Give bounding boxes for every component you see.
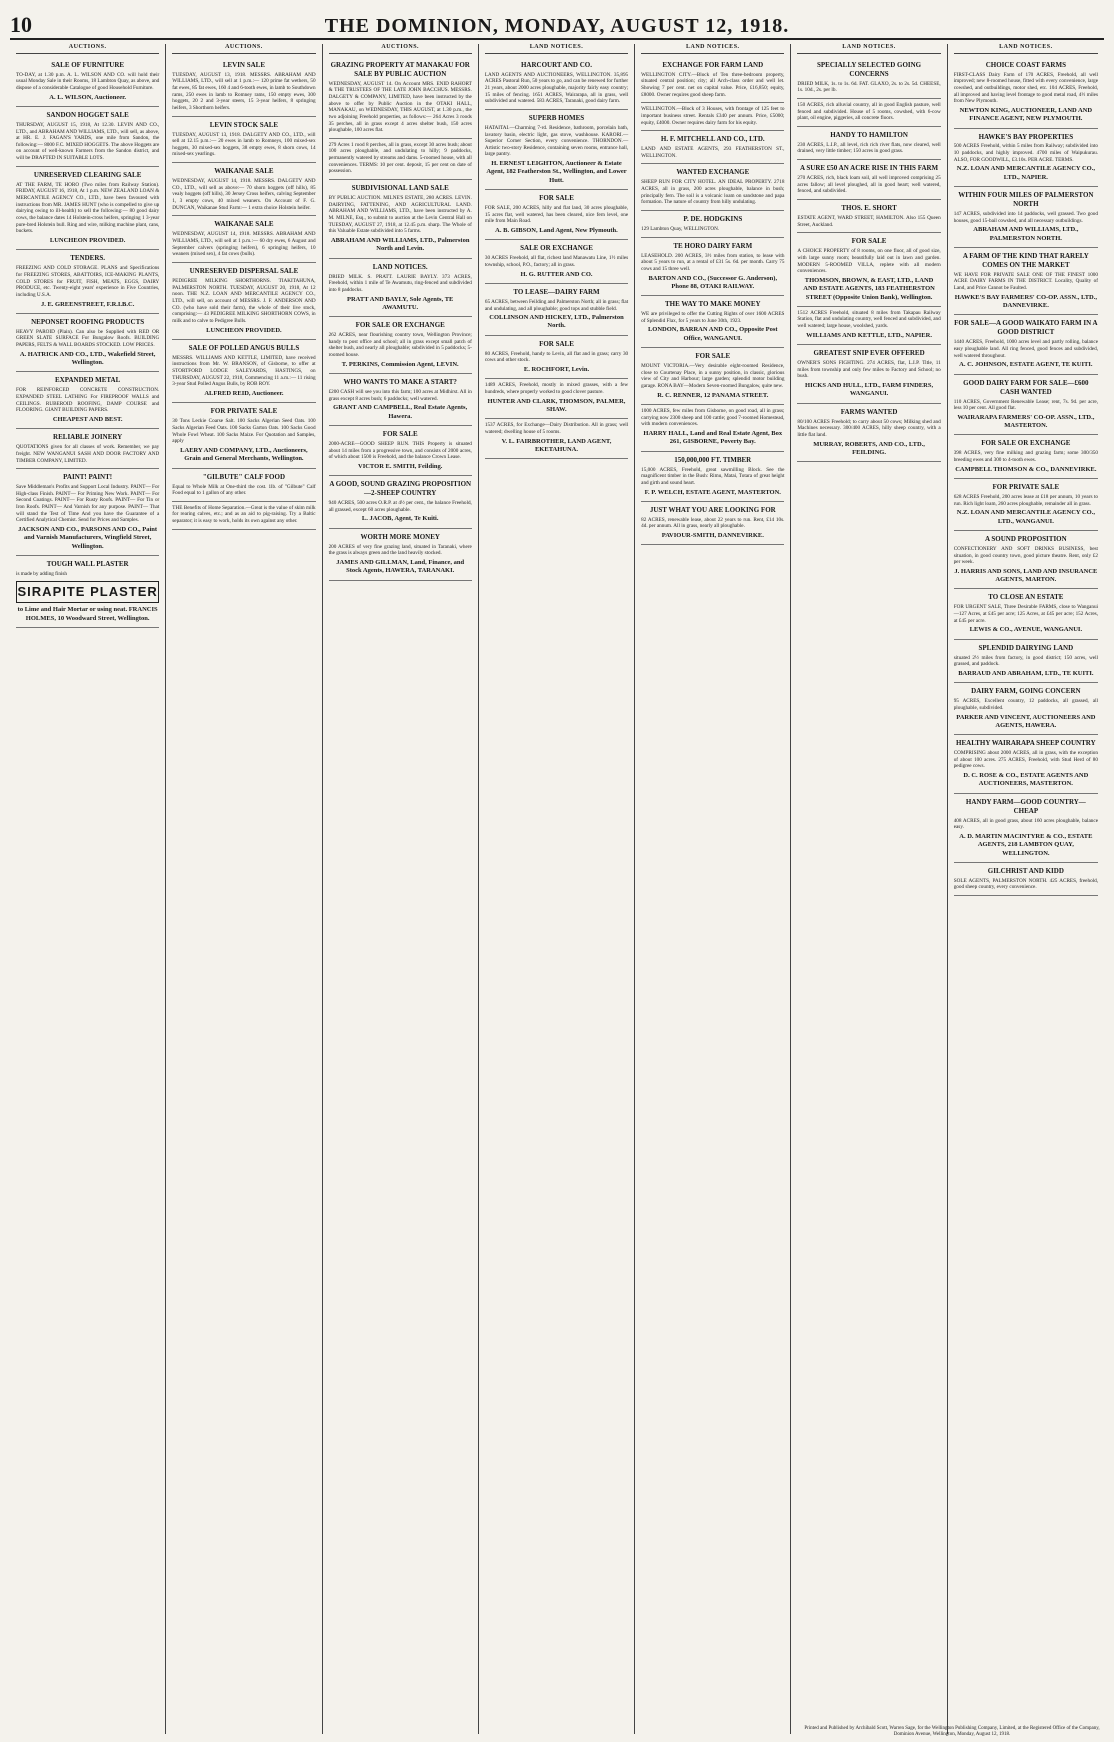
ad-signature: GRANT AND CAMPBELL, Real Estate Agents, Hawera.	[333, 404, 468, 420]
ad-signature: HARRY HALL, Land and Real Estate Agent, Box 261, GISBORNE, Poverty Bay.	[643, 429, 783, 446]
ad-title: A FARM OF THE KIND THAT RARELY COMES ON THE MARKET	[962, 251, 1089, 269]
column-heading: LAND NOTICES.	[797, 44, 940, 54]
advertisement	[954, 794, 1098, 863]
ad-body: WELLINGTON CITY.—Block of Ten three-bedroom property, situated central position; city; all Arch-class order and well let. Showing 7 per cent. net on capital value. Price, £16,850; equity, £8000. Owner requires good sheep farm.	[641, 71, 785, 98]
ad-body: WEDNESDAY, AUGUST 14, 1918. MESSRS. ABRAHAM AND WILLIAMS, LTD., will sell at 1 p.m.:— 60 dry ewes, 6 August and September calvers (springing heifers), 6 springing heifers, 10 weaners (mixed sex), 4 fat cows (bulls).	[172, 231, 316, 258]
ad-body: TUESDAY, AUGUST 13, 1918. MESSRS. ABRAHAM AND WILLIAMS, LTD., will sell at 1 p.m.:— 120 prime fat wethers, 50 fat ewes, 85 fat ewes, 160 4 and 6-tooth ewes, in lamb to Southdown rams, 250 ewes in lamb to Romney rams, 150 empty ewes, 300 hoggets, 20 2 and 3-year steers, 15 3-year heifers, 8 springing heifers, 3 Shorthorn heifers.	[172, 71, 316, 111]
ad-title: TOUGH WALL PLASTER	[46, 560, 129, 569]
ad-title: CHOICE COAST FARMS	[985, 60, 1066, 69]
ad-body: THE Benefits of Home Separation.—Great is the value of skim milk for rearing calves, etc.; and as an aid to pig-raising. Try a Baltic separator; it is easy to work, holds its own against any other.	[172, 504, 316, 525]
advertisement	[641, 405, 784, 452]
newspaper-title: THE DOMINION, MONDAY, AUGUST 12, 1918.	[324, 15, 790, 37]
advertisement	[954, 248, 1098, 316]
ad-title: LEVIN SALE	[222, 60, 266, 69]
ad-signature: N.Z. LOAN AND MERCANTILE AGENCY CO., LTD., WANGANUI.	[956, 509, 1095, 525]
ad-signature: PAVIOUR-SMITH, DANNEVIRKE.	[661, 532, 764, 540]
ad-body: CONFECTIONERY AND SOFT DRINKS BUSINESS, best situation, in good country town, good picture theatre. Rent, only £2 per week.	[953, 545, 1098, 566]
column-heading: AUCTIONS.	[16, 44, 159, 54]
ad-signature: CHEAPEST AND BEST.	[52, 415, 123, 423]
ad-body: 230 ACRES, L.I.P., all level, rich rich river flats, now cleared, well drained, very little timber; 150 acres in good grass.	[797, 141, 941, 155]
ad-body: DRIED MILK. S. PRATT. LAURIE BAYLY. 373 ACRES, Freehold, within 1 mile of Te Awamutu, ring-fenced and subdivided into 8 paddocks.	[328, 273, 472, 293]
advertisement	[172, 263, 315, 340]
ad-title: THE WAY TO MAKE MONEY	[665, 300, 761, 309]
advertisement	[954, 479, 1098, 531]
column-6	[791, 44, 947, 1734]
ad-signature: NEWTON KING, AUCTIONEER, LAND AND FINANCE AGENT, NEW PLYMOUTH.	[959, 106, 1093, 123]
ad-body: 279 Acres 1 rood 8 perches, all in grass, except 30 acres bush; about 100 acres ploughable, and undulating to hilly; 9 paddocks, permanently watered by streams and dams. 5-roomed house, with all conveniences. TERMS: 10 per cent. deposit, 15 per cent on date of possession.	[328, 141, 472, 175]
ad-signature: T. PERKINS, Commission Agent, LEVIN.	[341, 360, 459, 368]
ad-body: WEDNESDAY, AUGUST 14. On Account MRS. ENID RAHORT & THE TRUSTEES OF THE LATE JOHN BACCHUS. MESSRS. DALGETY & COMPANY, LIMITED, have been instructed by the above to offer by Public Auction in the OTAKI HALL, MANAKAU, on WEDNESDAY, THIS AUGUST, at 1.30 p.m., the two adjoining Freehold properties, as follows:— 264 Acres 3 roods 35 perches, all in grass except 4 acres shelter bush, 150 acres ploughable, 100 acres flat.	[328, 80, 472, 134]
ad-signature: LONDON, BARRAN AND CO., Opposite Post Office, WANGANUI.	[647, 326, 778, 342]
advertisement	[16, 469, 159, 556]
advertisement	[172, 403, 315, 468]
advertisement	[954, 683, 1098, 735]
ad-body: 80/100 ACRES Freehold; to carry about 50 cows; Milking shed and Machines necessary. 300/400 ACRES, hilly sheep country, with a little flat land.	[797, 418, 941, 438]
advertisement	[641, 452, 784, 502]
advertisement	[16, 107, 159, 167]
ad-title: FOR SALE—A GOOD WAIKATO FARM IN A GOOD DISTRICT	[954, 319, 1098, 337]
ad-body: 110 ACRES, Government Renewable Lease; rent, 7s. 9d. per acre, less 10 per cent. All good flat.	[953, 398, 1098, 412]
ad-title: RELIABLE JOINERY	[53, 433, 123, 442]
sirapite-logo: SIRAPITE PLASTER	[16, 581, 159, 604]
ad-body: DRIED MILK, 1s. to 1s. 6d. FAT. GLAXO, 2s. to 2s. 5d. CHEESE, 1s. 10d., 2s. per lb.	[797, 80, 941, 94]
ad-title: HANDY TO HAMILTON	[830, 130, 908, 139]
ad-signature: J. HARRIS AND SONS, LAND AND INSURANCE AGENTS, MARTON.	[954, 567, 1098, 584]
ad-signature: VICTOR E. SMITH, Feilding.	[358, 462, 443, 470]
column-heading: LAND NOTICES.	[954, 44, 1098, 54]
ad-signature: D. C. ROSE & CO., ESTATE AGENTS AND AUCTIONEERS, MASTERTON.	[963, 772, 1089, 788]
ad-title: LEVIN STOCK SALE	[209, 120, 279, 129]
ad-body: MESSRS. WILLIAMS AND KETTLE, LIMITED, have received instructions from Mr. W. BRANSON, of Gisborne, to offer at STORTFORD LODGE SALEYARDS, HASTINGS, on THURSDAY, AUGUST 22, 1918, Commencing 11 a.m.:— 11 rising 3-year Stud Polled Angus Bulls, by ROB ROY.	[172, 354, 316, 388]
ad-signature: PRATT AND BAYLY, Sole Agents, TE AWAMUTU.	[347, 295, 454, 311]
ad-body: Save Middleman's Profits and Support Local Industry. PAINT— For High-class Finish. PAINT— For Priming New Work. PAINT— For Second Coatings. PAINT— For Rusty Roofs. PAINT— For Tin or Iron Roofs. PAINT— And Varnish for any purpose. PAINT— That will stand the Test of Time And you have the Guarantee of a Certified Analytical Chemist. Send for Prices and Samples.	[16, 484, 160, 524]
advertisement	[797, 200, 940, 233]
ad-title: FOR SALE OR EXCHANGE	[981, 439, 1071, 448]
ad-signature: LUNCHEON PROVIDED.	[49, 237, 126, 244]
ad-title: WAIKANAE SALE	[214, 167, 274, 176]
ad-body: WELLINGTON.—Block of 3 Houses, with frontage of 125 feet to important business street. Rentals £340 per annum. Price, £5000; equity, £4000. Owner requires dairy farm for his equity.	[641, 106, 785, 126]
ad-body: HATAITAI.—Charming 7-rd. Residence, bathroom, porcelain bath, lavatory basin, electric light, gas stove, washhouse. KARORI.—Superior Corner Section, every convenience. THORNDON.—Artistic two-story Residence, containing seven rooms, entrance hall, large pantry.	[484, 124, 629, 158]
ad-body: SHEEP RUN FOR CITY HOTEL. AN IDEAL PROPERTY. 2718 ACRES, all in grass, 200 acres ploughable, balance in bush; principally fern. The soil is a volcanic loam on sandstone and papa formation. The nature of country from hilly undulating.	[641, 179, 785, 206]
advertisement	[16, 167, 159, 251]
advertisement	[641, 238, 784, 297]
ad-signature: N.Z. LOAN AND MERCANTILE AGENCY CO., LTD., NAPIER.	[956, 165, 1095, 181]
ad-title: SUBDIVISIONAL LAND SALE	[351, 184, 449, 193]
ad-body: 408 ACRES, all in good grass, about 160 acres ploughable, balance easy.	[953, 817, 1098, 831]
advertisement	[954, 435, 1098, 479]
ad-body: QUOTATIONS given for all classes of work. Remember, we pay freight. NEW WANGANUI SASH AND DOOR FACTORY AND TIMBER COMPANY, LIMITED.	[16, 444, 160, 464]
ad-signature: A. D. MARTIN MACINTYRE & CO., ESTATE AGENTS, 218 LAMBTON QUAY, WELLINGTON.	[959, 832, 1093, 857]
ad-body: FOR URGENT SALE, Three Desirable FARMS, close to Wanganui—127 Acres, at £45 per acre; 125 Acres, at £45 per acre; 152 Acres, at £45 per acre.	[953, 604, 1098, 624]
advertisement	[16, 57, 159, 107]
advertisement	[641, 57, 784, 104]
ad-body: 1489 ACRES, Freehold, mostly in mixed grasses, with a few hundreds, where properly worked to good clover pasture.	[484, 382, 629, 396]
advertisement	[172, 216, 315, 263]
ad-body: 270 ACRES, rich, black loam soil, all well improved comprising 25 acres fallow; all level ploughed, all in good heart; well watered, fenced, and subdivided.	[797, 175, 941, 195]
advertisement	[172, 57, 315, 117]
advertisement	[954, 735, 1098, 794]
page-number: 10	[10, 12, 32, 37]
advertisement	[797, 160, 940, 200]
ad-body: FOR SALE, 200 ACRES, hilly and flat land, 30 acres ploughable, 15 acres flat, well watered, has been cleared, nice fern level, one mile from Main Road.	[484, 205, 629, 225]
ad-signature: L. JACOB, Agent, Te Kuiti.	[361, 515, 439, 523]
ad-body: 30 Tons Leckie Coarse Salt. 100 Sacks Algerian Seed Oats. 100 Sacks Algerian Feed Oats. 100 Sacks Garton Oats. 100 Sacks Good Whole Fowl Wheat. 100 Sacks Maize. For Quotation and Samples, apply	[172, 418, 316, 445]
ad-title: WAIKANAE SALE	[214, 220, 274, 229]
ad-body: 150 ACRES, rich alluvial country, all in good English pasture, well fenced and subdivided. House of 5 rooms, cowshed, with 6-cow plant, oil engine, piggeries, all concrete floors.	[797, 101, 941, 122]
ad-signature: F. P. WELCH, ESTATE AGENT, MASTERTON.	[644, 488, 781, 496]
ad-body: £200 CASH will see you into this farm; 100 acres at Midhirst. All in grass except 8 acres bush; 6 paddocks; well watered.	[328, 389, 472, 402]
ad-signature: CAMPBELL THOMSON & CO., DANNEVIRKE.	[955, 465, 1097, 473]
ad-signature: H. G. RUTTER AND CO.	[520, 270, 593, 278]
ad-body: 65 ACRES, between Feilding and Palmerston North; all in grass; flat and undulating, and all ploughable; good tops and stubble field.	[484, 298, 629, 312]
ad-title: SPECIALLY SELECTED GOING CONCERNS	[817, 60, 922, 78]
ad-title: TE HORO DAIRY FARM	[673, 241, 753, 250]
ad-signature: ABRAHAM AND WILLIAMS, LTD., Palmerston North and Levin.	[330, 237, 470, 253]
ad-signature: JACKSON AND CO., PARSONS AND CO., Paint and Varnish Manufacturers, Wingfield Street, Wellington.	[18, 526, 158, 550]
ad-body: WE are privileged to offer the Cutting Rights of over 1600 ACRES of Splendid Flax, for 5 years to June 30th, 1923.	[641, 311, 785, 324]
advertisement	[485, 110, 628, 190]
ad-body: MOUNT VICTORIA.—Very desirable eight-roomed Residence, close to Courtenay Place, in a sunny position, in classic, glorious view of City and Harbour; large garden; splendid motor building garage. RONA BAY—Modern Seven-roomed Bungalow, quite new.	[641, 363, 785, 390]
advertisement	[16, 372, 159, 429]
column-heading: LAND NOTICES.	[485, 44, 628, 54]
ad-body: 1537 ACRES, for Exchange—Dairy Distribution. All in grass; well watered; dwelling house of 5 rooms.	[484, 422, 629, 435]
ad-body: 80 ACRES, Freehold, handy to Levin, all flat and in grass; carry 30 cows and other stock.	[484, 350, 629, 364]
ad-body: A CHOICE PROPERTY of 8 rooms, on one floor, all of good size, with large sunny room; beautifully laid out in lawn and garden. MODERN 5-ROOMED VILLA, replete with all modern conveniences.	[797, 248, 941, 275]
ad-body: 1440 ACRES, Freehold, 1000 acres level and partly rolling, balance easy ploughable land. All ring fenced, good fences and subdivided, well watered throughout.	[953, 339, 1098, 359]
advertisement	[954, 375, 1098, 436]
advertisement	[954, 129, 1098, 188]
advertisement	[172, 502, 315, 530]
advertisement	[797, 57, 940, 99]
column-heading: LAND NOTICES.	[641, 44, 784, 54]
ad-body: TUESDAY, AUGUST 13, 1918. DALGETY AND CO., LTD., will sell at 12.15 p.m.:— 20 ewes in lamb to Romneys, 100 mixed-sex hoggets, 30 mixed-sex hoggets, 38 empty ewes, 8 shorn cows, 14 mixed-sex yearlings.	[172, 131, 316, 158]
ad-signature: E. ROCHFORT, Levin.	[523, 366, 590, 374]
advertisement	[641, 164, 784, 211]
advertisement	[954, 187, 1098, 248]
ad-title: FOR SALE	[539, 339, 574, 348]
ad-signature: H. ERNEST LEIGHTON, Auctioneer & Estate Agent, 182 Featherston St., Wellington, and Lower Hutt.	[486, 160, 627, 184]
column-7	[948, 44, 1104, 1734]
ad-title: HEALTHY WAIRARAPA SHEEP COUNTRY	[956, 739, 1096, 748]
ad-signature: HICKS AND HULL, LTD., FARM FINDERS, WANGANUI.	[805, 382, 934, 398]
ad-signature: WILLIAMS AND KETTLE, LTD., NAPIER.	[806, 331, 932, 339]
ad-body: THURSDAY, AUGUST 15, 1918, At 12.30. LEVIN AND CO., LTD., and ABRAHAM AND WILLIAMS, LTD., will sell, as above, at HR. E. J. FAGAN'S YARDS, one mile from Sandon, the following:— 8000 F.C. MIXED HOGGETS. The above Hoggets are on account of well-known Farmers from the Sandon district, and will be DRAFTED IN SUITABLE LOTS.	[16, 121, 160, 162]
ad-title: WORTH MORE MONEY	[360, 532, 440, 541]
ad-title: HAWKE'S BAY PROPERTIES	[978, 132, 1074, 141]
advertisement	[172, 163, 315, 216]
ad-body: PEDIGREE MILKING SHORTHORNS. TIAKITAHUNA, PALMERSTON NORTH. TUESDAY, AUGUST 20, 1918, At 12 noon. THE N.Z. LOAN AND MERCANTILE AGENCY CO., LTD., will sell, on account of MESSRS. J. F. ANDERSON AND CO. (who have sold their farm), the whole of their live stock, comprising:— 43 PEDIGREE MILKING SHORTHORN COWS, in milk and to calve to Pedigree Bulls.	[172, 277, 316, 324]
ad-signature: JAMES AND GILLMAN, Land, Finance, and Stock Agents, HAWERA, TARANAKI.	[336, 558, 465, 575]
advertisement	[329, 317, 472, 374]
ad-body: FIRST-CLASS Dairy Farm of 170 ACRES, Freehold, all well improved; new 8-roomed house, fitted with every convenience, large cowshed, and outbuildings, motor shed, etc. 104 ACRES, Freehold, all improved and having level frontage to good metal road, 4½ miles from New Plymouth.	[953, 71, 1098, 105]
columns-container	[10, 44, 1104, 1734]
advertisement	[797, 99, 940, 127]
ad-body: LAND AGENTS AND AUCTIONEERS, WELLINGTON. 35,895 ACRES Pastoral Run, 50 years to go, and can be renewed for further 21 years, about 2000 acres ploughable, majority fairly easy country; 15 miles of fencing. 1651 ACRES, Wairarapa, all in grass, well subdivided and watered. 583 ACRES, Taranaki, good dairy farm.	[484, 71, 629, 105]
ad-body: HEAVY PAROID (Plain). Can also be Supplied with RED OR GREEN SLATE SURFACE For Bungalow Roofs. BUILDING PAPERS, FELTS & WALL BOARDS STOCKED. LOW PRICES.	[16, 328, 160, 349]
advertisement	[641, 296, 784, 348]
ad-signature: A. B. GIBSON, Land Agent, New Plymouth.	[495, 227, 618, 234]
ad-body: 15,000 ACRES, Freehold, great sawmilling Block. See the magnificent timber in the Bush: Rimu, Matai, Totara of great height and girth and sound heart.	[641, 466, 785, 486]
advertisement	[641, 131, 784, 164]
advertisement	[16, 429, 159, 469]
ad-body: 147 ACRES, subdivided into 14 paddocks, well grassed. Two good houses, good 15-bail cowshed, and all necessary outbuildings.	[953, 210, 1098, 224]
ad-title: FOR PRIVATE SALE	[992, 483, 1060, 492]
ad-body: FOR REINFORCED CONCRETE CONSTRUCTION. EXPANDED STEEL LATHING For FIREPROOF WALLS and CEILINGS. RUBEROID ROOFING, DAMP COURSE and FLOORING. GIANT BUILDING PAPERS.	[16, 387, 160, 414]
ad-title: A SURE £50 AN ACRE RISE IN THIS FARM	[799, 164, 939, 173]
ad-signature: A. L. WILSON, Auctioneer.	[49, 93, 127, 101]
ad-title: FOR SALE	[851, 237, 887, 246]
ad-signature: J. E. GREENSTREET, F.R.I.B.C.	[40, 300, 135, 308]
ad-signature: BARTON AND CO., (Successor G. Anderson), Phone 88, OTAKI RAILWAY.	[648, 274, 778, 290]
ad-title: DAIRY FARM, GOING CONCERN	[971, 687, 1081, 696]
masthead	[10, 8, 1104, 40]
advertisement	[797, 404, 940, 463]
advertisement	[485, 379, 628, 419]
ad-body: SOLE AGENTS, PALMERSTON NORTH. 425 ACRES, freehold, good sheep country, every convenience.	[953, 877, 1098, 891]
advertisement	[485, 57, 628, 110]
ad-title: PAINT! PAINT!	[63, 473, 113, 482]
ad-title: SANDON HOGGET SALE	[46, 110, 129, 119]
ad-body: WE HAVE FOR PRIVATE SALE ONE OF THE FINEST 1000 ACRE DAIRY FARMS IN THE DISTRICT. Locality, Quality of Land, and Price Cannot be Faulted.	[953, 271, 1098, 292]
ad-signature: A. C. JOHNSON, ESTATE AGENT, TE KUITI.	[959, 361, 1093, 369]
ad-signature: BARRAUD AND ABRAHAM, LTD., TE KUITI.	[958, 669, 1094, 677]
ad-title: FARMS WANTED	[840, 407, 898, 416]
ad-title: FOR SALE OR EXCHANGE	[355, 321, 445, 330]
ad-title: A SOUND PROPOSITION	[985, 534, 1067, 543]
ad-title: SALE OF POLLED ANGUS BULLS	[188, 343, 300, 352]
ad-body: 500 ACRES Freehold, within 5 miles from Railway; subdivided into 10 paddocks, and highly improved. 4700 miles of Waipukurau. ALSO, FOR GOODWILL, £3.10s. PER ACRE. TERMS.	[953, 143, 1098, 163]
advertisement	[329, 374, 472, 426]
advertisement	[797, 345, 940, 404]
advertisement	[16, 250, 159, 314]
ad-body: situated 2½ miles from factory, in good district; 150 acres, well grassed, and paddock.	[953, 654, 1098, 668]
ad-signature: THOMSON, BROWN, & EAST, LTD., LAND AND ESTATE AGENTS, 183 FEATHERSTON STREET (Opposite Union Bank), Wellington.	[803, 276, 935, 301]
ad-signature: LUNCHEON PROVIDED.	[206, 326, 282, 334]
advertisement	[954, 57, 1098, 129]
advertisement	[641, 103, 784, 131]
advertisement	[954, 863, 1098, 896]
ad-title: 150,000,000 FT. TIMBER	[674, 455, 752, 464]
ad-body: 628 ACRES Freehold, 200 acres lease at £18 per annum, 10 years to run. Rich light loam, 260 acres ploughable, remainder all in grass.	[953, 493, 1098, 507]
advertisement	[16, 314, 159, 373]
ad-signature: V. L. FAIRBROTHER, LAND AGENT, EKETAHUNA.	[501, 437, 612, 453]
ad-title: FOR SALE	[382, 429, 418, 438]
ad-title: FOR SALE	[695, 352, 731, 361]
advertisement	[641, 348, 784, 405]
ad-title: UNRESERVED CLEARING SALE	[33, 170, 142, 179]
ad-signature: COLLINSON AND HICKEY, LTD., Palmerston North.	[489, 314, 624, 330]
ad-body: TO-DAY, at 1.30 p.m. A. L. WILSON AND CO. will hold their usual Monday Sale in their Rooms, 18 Lambton Quay, as above, and dispose of a considerable Catalogue of good Household Furniture.	[16, 71, 160, 91]
ad-title: P. DE. HODGKINS	[683, 215, 743, 224]
column-2	[166, 44, 322, 1734]
advertisement	[797, 127, 940, 160]
advertisement	[797, 233, 940, 307]
ad-signature: LAERY AND COMPANY, LTD., Auctioneers, Grain and General Merchants, Wellington.	[180, 446, 308, 463]
ad-signature: HAWKE'S BAY FARMERS' CO-OP. ASSN., LTD., DANNEVIRKE.	[954, 293, 1097, 310]
column-4	[479, 44, 635, 1734]
ad-title: WANTED EXCHANGE	[676, 168, 750, 177]
ad-title: TO LEASE—DAIRY FARM	[513, 287, 600, 296]
advertisement	[797, 307, 940, 345]
ad-body: 95 ACRES, Excellent country, 12 paddocks, all grassed, all ploughable, subdivided.	[953, 698, 1098, 711]
ad-title: TO CLOSE AN ESTATE	[988, 593, 1064, 602]
ad-title: LAND NOTICES.	[372, 262, 428, 271]
ad-body: is made by adding finish	[16, 571, 68, 577]
ad-title: FOR PRIVATE SALE	[210, 407, 278, 416]
ad-footer: to Lime and Hair Mortar or using neat. FRANCIS HOLMES, 10 Woodward Street, Wellington.	[17, 606, 158, 622]
ad-body: 1512 ACRES Freehold, situated 8 miles from Takapau Railway Station, flat and undulating country, well fenced and subdivided, and well watered; large house, woolshed, yards.	[797, 309, 941, 330]
ad-title: WITHIN FOUR MILES OF PALMERSTON NORTH	[958, 191, 1094, 209]
ad-body: AT THE FARM, TE HORO (Two miles from Railway Station). FRIDAY, AUGUST 16, 1918, At 1 p.m. NEW ZEALAND LOAN & MERCANTILE AGENCY CO., LTD., have been favoured with instructions from MR. JAMES HUNT (who is compelled to give up dairying owing to ill-health) to sell the following:— 80 good dairy cows, the balance dates 14 Holstein-cross heifers, springing 1 3-year pure-bred Holstein bull. Ring and wire, milking machine plant, cans, buckets.	[16, 181, 160, 235]
ad-body: 82 ACRES, renewable lease, about 22 years to run. Rent, £14 10s. 4d. per annum. All in grass, nearly all ploughable.	[641, 516, 785, 530]
ad-body: 30 ACRES Freehold, all flat, richest land Manawatu Line, 1½ miles township, school, P.O., factory; all in grass.	[484, 255, 629, 268]
ad-signature: ALFRED REID, Auctioneer.	[204, 390, 284, 398]
advertisement	[172, 340, 315, 404]
ad-signature: LEWIS & CO., AVENUE, WANGANUI.	[969, 626, 1083, 634]
ad-body: LEASEHOLD. 200 ACRES, 3½ miles from station, to lease with about 5 years to run, at a rental of £31 5s. 6d. per month. Carry 75 cows and 15 three well.	[641, 252, 785, 272]
ad-title: SUPERB HOMES	[528, 113, 585, 122]
ad-signature: ABRAHAM AND WILLIAMS, LTD., PALMERSTON NORTH.	[973, 226, 1079, 242]
advertisement	[641, 502, 784, 546]
ad-title: EXCHANGE FOR FARM LAND	[662, 60, 764, 69]
printer-imprint: Printed and Published by Archibald Scott, Warren Sage, for the Wellington Publishing Company, Limited, at the Registered Office of the Company, Dominion Avenue, Wellington, Monday, August 12, 1918.	[804, 1725, 1100, 1737]
column-5	[635, 44, 791, 1734]
ad-title: HANDY FARM—GOOD COUNTRY—CHEAP	[965, 797, 1086, 815]
ad-body: BY PUBLIC AUCTION. MILNE'S ESTATE, 280 ACRES. LEVIN. DAIRYING, FATTENING, AND AGRICULTURAL LAND. ABRAHAM AND WILLIAMS, LTD., have been instructed by A. M. MILNE, Esq., to submit to auction at the Levin Central Hall on TUESDAY, AUGUST 27, 1918, at 12.45 p.m. sharp. The Whole of this Valuable Estate subdivided into 5 farms.	[328, 195, 472, 235]
ad-signature: PARKER AND VINCENT, AUCTIONEERS AND AGENTS, HAWERA.	[956, 713, 1096, 729]
ad-body: LAND AND ESTATE AGENTS, 293 FEATHERSTON ST., WELLINGTON.	[641, 146, 785, 159]
ad-body: FREEZING AND COLD STORAGE. PLANS and Specifications for FREEZING STORES, ABATTOIRS, ICE-MAKING PLANTS, COLD STORES for FRUIT, FISH, MEATS, EGGS, DAIRY PRODUCE, etc. Twenty-eight years' experience in Five Countries, including U.S.A.	[16, 265, 160, 298]
column-heading: AUCTIONS.	[329, 44, 472, 54]
ad-signature: MURRAY, ROBERTS, AND CO., LTD., FEILDING.	[813, 440, 925, 456]
ad-signature: HUNTER AND CLARK, THOMSON, PALMER, SHAW.	[487, 397, 626, 413]
advertisement	[329, 259, 472, 318]
ad-title: SPLENDID DAIRYING LAND	[978, 643, 1074, 652]
ad-body: 398 ACRES, very fine milking and grazing farm; some 300/350 breeding ewes and 300 to 4-tooth ewes.	[953, 450, 1098, 464]
ad-body: 129 Lambton Quay, WELLINGTON.	[641, 226, 720, 233]
advertisement	[329, 139, 472, 180]
advertisement	[172, 117, 315, 164]
ad-title: GREATEST SNIP EVER OFFERED	[813, 349, 925, 358]
ad-title: JUST WHAT YOU ARE LOOKING FOR	[649, 505, 776, 514]
ad-signature: R. C. RENNER, 12 PANAMA STREET.	[657, 391, 769, 399]
advertisement	[485, 284, 628, 336]
ad-body: 1000 ACRES, few miles from Gisborne, on good road, all in grass; carrying now 2300 sheep and 100 cattle; good 7-roomed Homestead, with modern conveniences.	[641, 408, 785, 428]
ad-title: H. F. MITCHELL AND CO., LTD.	[660, 135, 765, 144]
ad-body: 940 ACRES, 500 acres O.R.P. at 4½ per cent., the balance Freehold, all grassed, except 60 acres ploughable.	[328, 500, 472, 513]
ad-body: WEDNESDAY, AUGUST 14, 1918. MESSRS. DALGETY AND CO., LTD., will sell as above:— 70 shorn hoggets (off hills), 85 vealy hoggets (off hills), 30 Jersey Cross heifers, calving September 1, 3 empty cows, 40 mixed weaners. On Account of F. G. DUNCAN, Waikanae Stud Farm:— 1 extra choice Holstein heifer.	[172, 178, 316, 211]
ad-title: "GILBUTE" CALF FOOD	[202, 472, 286, 481]
column-1	[10, 44, 166, 1734]
ad-signature: WAIRARAPA FARMERS' CO-OP. ASSN., LTD., MASTERTON.	[957, 413, 1095, 430]
ad-title: A GOOD, SOUND GRAZING PROPOSITION—2-SHEEP COUNTRY	[329, 480, 472, 498]
ad-title: NEPONSET ROOFING PRODUCTS	[31, 317, 145, 326]
column-3	[323, 44, 479, 1734]
advertisement	[172, 469, 315, 502]
ad-body: ESTATE AGENT, WARD STREET, HAMILTON. Also 155 Queen Street, Auckland.	[797, 215, 941, 228]
ad-body: 262 ACRES, near flourishing country town, Wellington Province; handy to post office and school; all in grass except small patch of shelter bush, and nearly all ploughable; subdivided in 5 paddocks; 5-roomed house.	[328, 332, 472, 359]
ad-title: THOS. E. SHORT	[841, 204, 897, 213]
ad-title: HARCOURT AND CO.	[520, 60, 592, 69]
ad-title: GILCHRIST AND KIDD	[987, 866, 1064, 875]
advertisement	[329, 57, 472, 139]
advertisement	[954, 531, 1098, 590]
advertisement	[329, 426, 472, 476]
advertisement	[485, 419, 628, 459]
ad-title: GRAZING PROPERTY AT MANAKAU FOR SALE BY PUBLIC AUCTION	[330, 60, 470, 78]
advertisement	[16, 556, 159, 628]
ad-title: GOOD DAIRY FARM FOR SALE—£600 CASH WANTED	[963, 378, 1089, 396]
advertisement	[485, 190, 628, 240]
ad-title: EXPANDED METAL	[55, 376, 121, 385]
ad-title: TENDERS.	[70, 254, 106, 263]
advertisement	[485, 240, 628, 284]
advertisement	[954, 315, 1098, 374]
advertisement	[485, 336, 628, 380]
ad-signature: A. HATRICK AND CO., LTD., Wakefield Street, Wellington.	[19, 350, 156, 367]
column-heading: AUCTIONS.	[172, 44, 315, 54]
ad-body: 200 ACRES of very fine grazing land, situated in Taranaki, where the grass is always green and the land heavily stocked.	[328, 543, 472, 557]
advertisement	[954, 640, 1098, 684]
ad-title: SALE OR EXCHANGE	[520, 244, 593, 253]
ad-title: FOR SALE	[539, 194, 574, 203]
advertisement	[329, 529, 472, 581]
ad-body: COMPRISING about 2000 ACRES, all in grass, with the exception of about 100 acres. 275 ACRES, Freehold, with Stud Herd of 80 pedigree cows.	[953, 750, 1098, 770]
ad-body: 2000-ACRE—GOOD SHEEP RUN. THIS Property is situated about 14 miles from a progressive town, and consists of 2000 acres, of which about 1500 is Freehold, and the balance Crown Lease.	[328, 440, 472, 461]
advertisement	[329, 180, 472, 259]
advertisement	[641, 211, 784, 238]
ad-title: UNRESERVED DISPERSAL SALE	[189, 266, 299, 275]
advertisement	[954, 589, 1098, 639]
ad-title: SALE OF FURNITURE	[51, 60, 125, 69]
ad-body: OWNER'S SONS FIGHTING. 274 ACRES, flat, L.I.P. Title, 11 miles from township and only few miles to Factory and School; no bush.	[797, 360, 941, 380]
ad-title: WHO WANTS TO MAKE A START?	[343, 378, 457, 387]
advertisement	[329, 476, 472, 529]
ad-body: Equal to Whole Milk at One-third the cost. 1lb. of "Gilbute" Calf Food equal to 1 gallon of any other.	[172, 483, 316, 497]
